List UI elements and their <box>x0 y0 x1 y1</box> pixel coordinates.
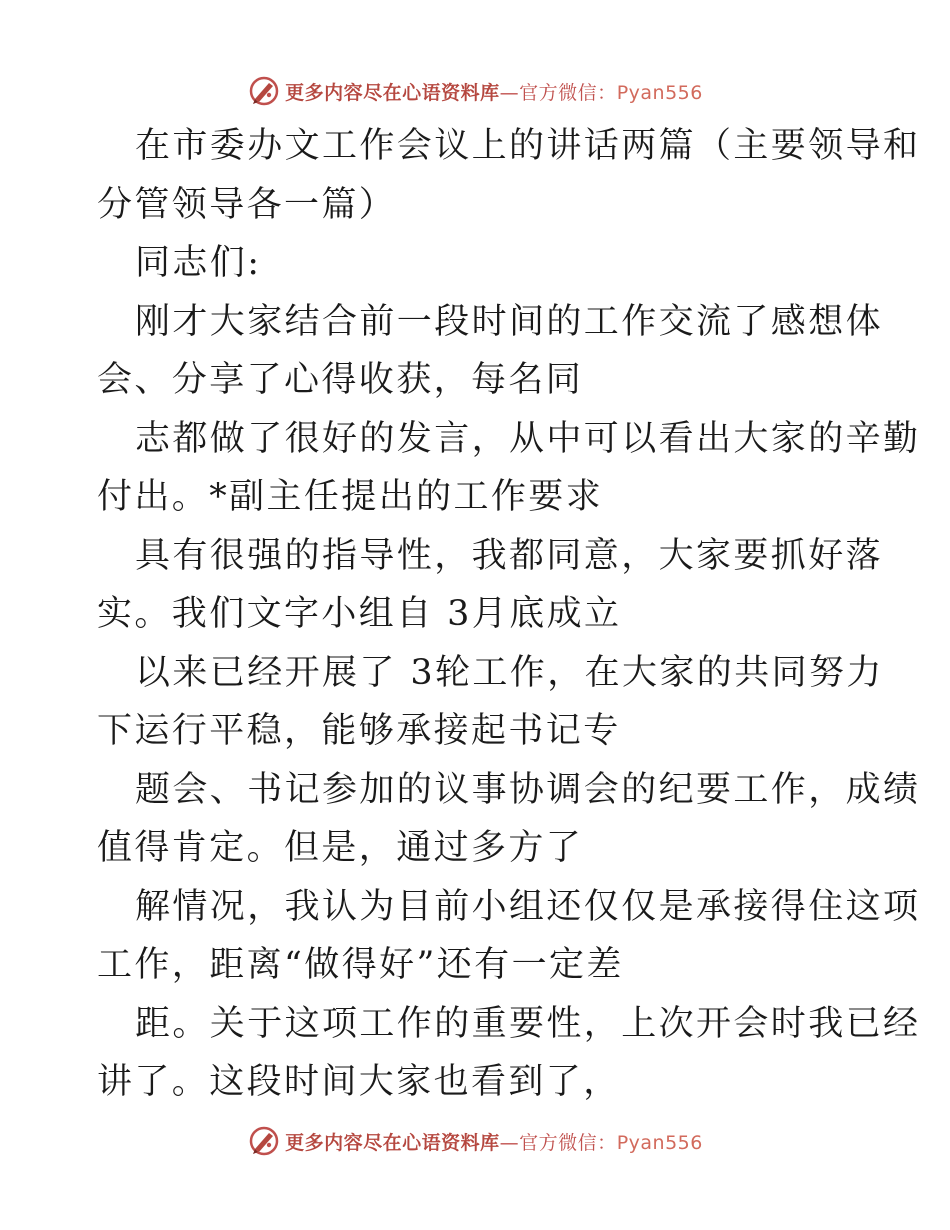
document-title-line-2: 分管领导各一篇） <box>97 184 397 225</box>
paragraph-line: 工作，距离“做得好”还有一定差 <box>97 945 624 985</box>
paragraph-line: 志都做了很好的发言，从中可以看出大家的辛勤 <box>135 418 921 459</box>
paragraph-line: 题会、书记参加的议事协调会的纪要工作，成绩 <box>135 769 921 810</box>
footer-watermark <box>0 1121 950 1161</box>
paragraph-line: 值得肯定。但是，通过多方了 <box>97 828 584 868</box>
paragraph-line: 距。关于这项工作的重要性，上次开会时我已经 <box>135 1003 921 1044</box>
paragraph-line: 以来已经开展了 3轮工作，在大家的共同努力 <box>135 652 884 693</box>
pen-circle-logo-icon <box>247 74 281 108</box>
paragraph-line: 刚才大家结合前一段时间的工作交流了感想体 <box>135 301 884 342</box>
paragraph-line: 讲了。这段时间大家也看到了， <box>97 1062 621 1102</box>
paragraph-line: 会、分享了心得收获，每名同 <box>97 360 584 400</box>
paragraph-line: 实。我们文字小组自 3月底成立 <box>97 594 622 634</box>
document-title-line-1: 在市委办文工作会议上的讲话两篇（主要领导和 <box>135 126 921 166</box>
paragraph-line: 解情况，我认为目前小组还仅仅是承接得住这项 <box>135 886 921 927</box>
pen-circle-logo-icon <box>247 1124 281 1158</box>
header-watermark <box>0 71 950 111</box>
paragraph-line: 下运行平稳，能够承接起书记专 <box>97 711 621 751</box>
watermark-text: 更多内容尽在心语资料库—官方微信：Pyan556 <box>285 81 703 104</box>
document-body <box>97 117 921 1112</box>
watermark-text: 更多内容尽在心语资料库—官方微信：Pyan556 <box>285 1131 703 1154</box>
paragraph-line: 具有很强的指导性，我都同意，大家要抓好落 <box>135 535 884 576</box>
paragraph-line: 付出。*副主任提出的工作要求 <box>97 477 604 517</box>
salutation: 同志们: <box>135 243 262 283</box>
